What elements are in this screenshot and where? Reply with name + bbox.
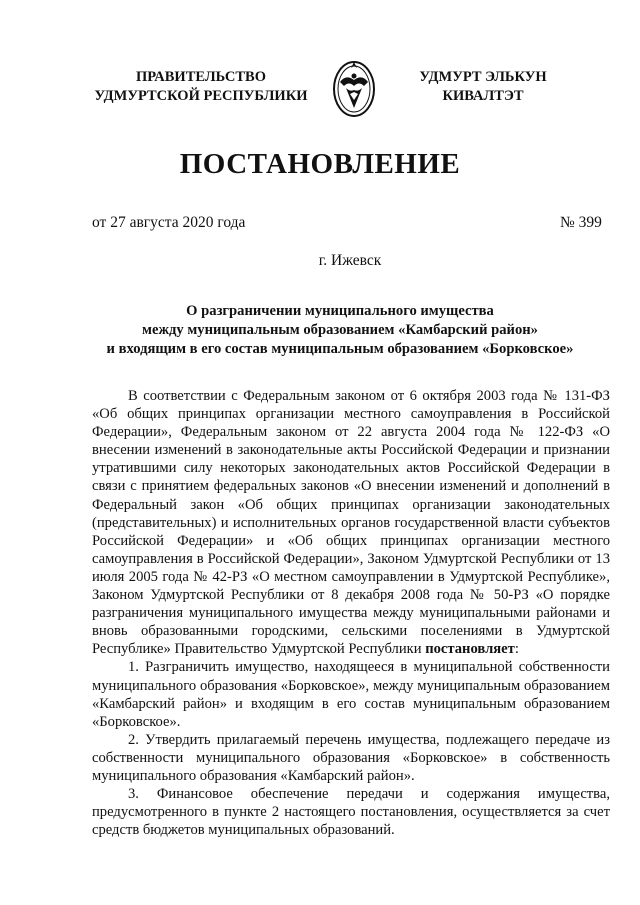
item-paragraph-2: 2. Утвердить прилагаемый перечень имущества, подлежащего передаче из собственности муниципального образования «Борковское» в собственность муниципального образования «Камбарский район».	[92, 731, 610, 784]
subject-line-3: и входящим в его состав муниципальным образованием «Борковское»	[106, 341, 574, 357]
preamble-tail: :	[514, 641, 519, 658]
document-number: № 399	[560, 214, 602, 231]
subject-line-2: между муниципальным образованием «Камбарский район»	[142, 322, 538, 338]
coat-of-arms-icon	[332, 56, 376, 118]
issuer-udmurt-line-2: КИВАЛТЭТ	[442, 88, 524, 104]
document-city: г. Ижевск	[318, 252, 382, 269]
item-paragraph-3: 3. Финансовое обеспечение передачи и содержания имущества, предусмотренного в пункте 2 настоящего постановления, осуществляется за счет средств бюджетов муниципальных образований.	[92, 786, 610, 839]
preamble-keyword: постановляет	[425, 641, 515, 658]
document-date: от 27 августа 2020 года	[92, 214, 246, 231]
preamble-text: В соответствии с Федеральным законом от 6 октября 2003 года № 131-ФЗ «Об общих принципах организации местного самоуправления в Российской Федерации», Федеральным законом от 22 августа 2004 года № 122-ФЗ «О внесении изменений в законодательные акты Российской Федерации и признании утратившими силу некоторых законодательных актов Российской Федерации в связи с принятием федеральных законов «О внесении изменений и дополнений в Федеральный закон «Об общих принципах организации законодательных (представительных) и исполнительных органов государственной власти субъектов Российской Федерации» и «Об общих принципах организации местного самоуправления в Российской Федерации», Законом Удмуртской Республики от 13 июля 2005 года № 42-РЗ «О местном самоуправлении в Удмуртской Республике», Законом Удмуртской Республики от 8 декабря 2008 года № 50-РЗ «О порядке разграничения муниципального имущества между муниципальными районами и вновь образованными городскими, сельскими поселениями в Удмуртской Республике» Правительство Удмуртской Республики	[92, 388, 610, 658]
issuer-udmurt	[388, 68, 578, 106]
document-body	[92, 387, 610, 839]
issuer-udmurt-line-1: УДМУРТ ЭЛЬКУН	[419, 69, 547, 85]
document-title: ПОСТАНОВЛЕНИЕ	[179, 148, 461, 180]
preamble-paragraph	[92, 387, 610, 658]
subject-line-1: О разграничении муниципального имущества	[186, 303, 494, 319]
document-subject	[40, 302, 640, 359]
issuer-russian	[72, 68, 330, 106]
issuer-line-2: УДМУРТСКОЙ РЕСПУБЛИКИ	[94, 88, 308, 104]
item-paragraph-1: 1. Разграничить имущество, находящееся в муниципальной собственности муниципального образования «Борковское», между муниципальным образованием «Камбарский район» и входящим в его состав муниципальным образованием «Борковское».	[92, 659, 610, 730]
issuer-line-1: ПРАВИТЕЛЬСТВО	[136, 69, 266, 85]
